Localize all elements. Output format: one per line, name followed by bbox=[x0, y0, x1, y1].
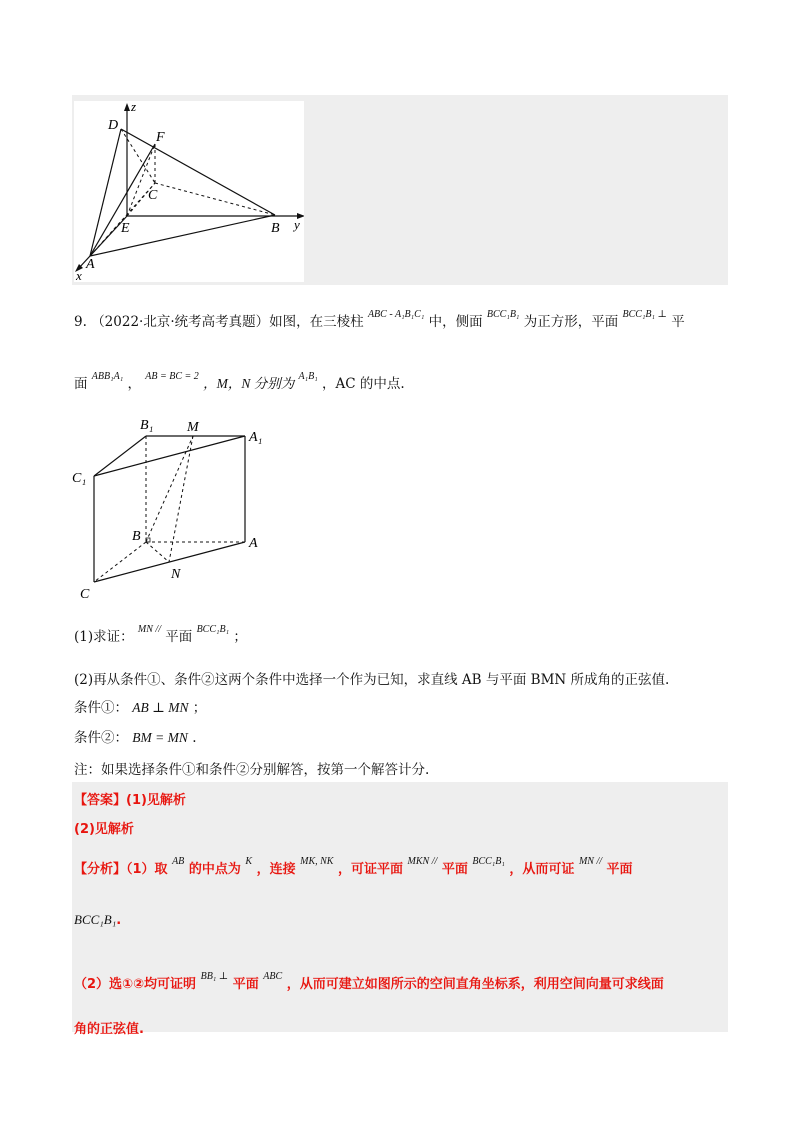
expr-mn: MN // bbox=[578, 856, 603, 867]
label-A: A bbox=[249, 536, 258, 551]
analysis-line-3 bbox=[74, 973, 664, 992]
label-F: F bbox=[156, 130, 165, 145]
analysis-e: 平面 bbox=[441, 862, 468, 877]
analysis-line-4: 角的正弦值. bbox=[74, 1022, 144, 1037]
text-mian: 面 bbox=[74, 376, 88, 392]
label-z: z bbox=[131, 101, 137, 114]
a2-c: ，从而可建立如图所示的空间直角坐标系，利用空间向量可求线面 bbox=[286, 977, 664, 992]
label-D: D bbox=[108, 118, 119, 133]
edge-C1A1 bbox=[94, 436, 245, 476]
figure-1 bbox=[74, 101, 304, 282]
expr-a1b1: A₁B₁ bbox=[298, 371, 318, 382]
label-C1: C₁ bbox=[72, 471, 87, 486]
edge-DA bbox=[90, 129, 121, 256]
label-C: C bbox=[80, 587, 90, 602]
part1-expr: MN // bbox=[137, 624, 161, 635]
figure-2 bbox=[68, 412, 278, 604]
edge-AF bbox=[90, 144, 155, 256]
figure-1-svg bbox=[74, 101, 304, 282]
problem-line-1 bbox=[74, 310, 685, 330]
label-B: B bbox=[271, 221, 280, 236]
answer-line-1: 【答案】(1)见解析 bbox=[74, 793, 186, 808]
analysis-d: ，可证平面 bbox=[338, 862, 404, 877]
label-x: x bbox=[76, 268, 82, 282]
part-2: (2)再从条件①、条件②这两个条件中选择一个作为已知，求直线 AB 与平面 BMN 所成角的正弦值. bbox=[74, 672, 670, 688]
expr-bb1: BB₁ ⊥ bbox=[200, 971, 229, 982]
analysis-f: ，从而可证 bbox=[509, 862, 575, 877]
edge-DC bbox=[121, 129, 155, 183]
answer-line-2: (2)见解析 bbox=[74, 822, 134, 837]
analysis-b: 的中点为 bbox=[188, 862, 241, 877]
a2-a: （2）选①②均可证明 bbox=[74, 977, 197, 992]
analysis-line-1 bbox=[74, 858, 633, 877]
answer-band bbox=[72, 782, 728, 1032]
expr-mknk: MK, NK bbox=[300, 856, 334, 867]
analysis-a: 【分析】（1）取 bbox=[74, 862, 168, 877]
part1-plane: 平面 bbox=[165, 629, 193, 645]
expr-k: K bbox=[245, 856, 253, 867]
analysis-c: ，连接 bbox=[256, 862, 296, 877]
label-A1: A₁ bbox=[249, 430, 263, 445]
edge-AC bbox=[90, 183, 155, 256]
label-C: C bbox=[148, 188, 158, 203]
edge-EF bbox=[127, 144, 155, 216]
cond2-expr: BM = MN bbox=[132, 730, 188, 745]
label-B1: B₁ bbox=[140, 418, 154, 433]
figure-2-svg bbox=[68, 412, 278, 604]
part1-prefix: (1)求证： bbox=[74, 629, 134, 645]
analysis-line-2 bbox=[74, 912, 121, 928]
label-N: N bbox=[171, 567, 181, 582]
label-B: B bbox=[132, 529, 141, 544]
part1-expr2: BCC₁B₁ bbox=[196, 624, 230, 635]
text-mn: ，M，N 分别为 bbox=[203, 376, 295, 391]
cond2-label: 条件②： bbox=[74, 730, 128, 746]
edge-DB bbox=[121, 129, 275, 215]
line4-expr: BCC₁B₁ bbox=[74, 912, 117, 927]
label-y: y bbox=[294, 217, 300, 232]
label-M: M bbox=[187, 420, 199, 435]
expr-plane2: ABB₁A₁ bbox=[91, 371, 124, 382]
edge-AB bbox=[90, 215, 275, 256]
cond1-expr: AB ⊥ MN bbox=[132, 700, 189, 715]
expr-mkn: MKN // bbox=[407, 856, 438, 867]
part-1 bbox=[74, 625, 247, 645]
text-mid: 中，侧面 bbox=[428, 314, 483, 330]
text-ping: 平 bbox=[671, 314, 685, 330]
label-A: A bbox=[86, 257, 95, 272]
condition-2 bbox=[74, 726, 197, 746]
edge-BC bbox=[94, 542, 146, 582]
expr-eq: AB = BC = 2 bbox=[145, 371, 199, 382]
expr-abc: ABC bbox=[263, 971, 283, 982]
edge-BN bbox=[146, 542, 169, 562]
comma: ， bbox=[127, 376, 141, 392]
text-square: 为正方形，平面 bbox=[523, 314, 619, 330]
text-ac: ，AC 的中点. bbox=[321, 376, 405, 392]
cond1-label: 条件①： bbox=[74, 700, 128, 716]
problem-line-2 bbox=[74, 372, 405, 392]
edge-B1C1 bbox=[94, 436, 146, 476]
a2-b: 平面 bbox=[232, 977, 259, 992]
problem-number: 9. bbox=[74, 314, 87, 330]
expr-perp: BCC₁B₁ ⊥ bbox=[622, 309, 667, 320]
cond2-suffix: . bbox=[192, 730, 197, 746]
expr-face: BCC₁B₁ bbox=[486, 309, 520, 320]
note: 注：如果选择条件①和条件②分别解答，按第一个解答计分. bbox=[74, 762, 430, 778]
expr-bcc: BCC₁B₁ bbox=[472, 856, 505, 867]
part1-suffix: ； bbox=[233, 629, 247, 645]
edge-CB bbox=[155, 183, 275, 215]
analysis-g: 平面 bbox=[606, 862, 633, 877]
line4-dot: . bbox=[116, 913, 122, 928]
expr-ab: AB bbox=[172, 856, 185, 867]
problem-source: （2022·北京·统考高考真题）如图，在三棱柱 bbox=[91, 314, 364, 330]
condition-1 bbox=[74, 696, 206, 716]
edge-BM bbox=[146, 436, 193, 542]
cond1-suffix: ； bbox=[192, 700, 207, 716]
expr-prism: ABC - A₁B₁C₁ bbox=[367, 309, 425, 320]
z-arrow bbox=[124, 103, 130, 111]
label-E: E bbox=[121, 221, 130, 236]
